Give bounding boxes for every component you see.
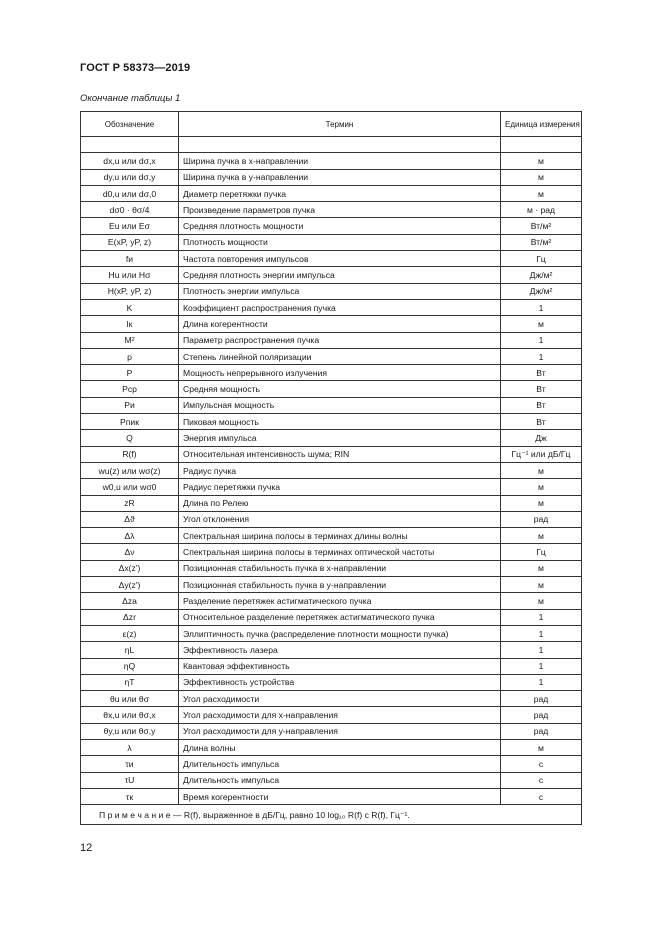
cell-term: Плотность мощности — [179, 234, 501, 250]
cell-unit: м — [501, 479, 582, 495]
cell-unit: м — [501, 739, 582, 755]
column-header-symbol: Обозначение — [81, 112, 179, 137]
cell-term: Средняя плотность энергии импульса — [179, 267, 501, 283]
table-row — [81, 185, 582, 201]
cell-unit: Гц — [501, 544, 582, 560]
cell-symbol: Δzr — [81, 609, 179, 625]
cell-term: Относительное разделение перетяжек астигматического пучка — [179, 609, 501, 625]
cell-unit: Дж — [501, 430, 582, 446]
cell-unit: с — [501, 788, 582, 804]
table-spacer-row — [81, 137, 582, 153]
column-header-unit: Единица измерения — [501, 112, 582, 137]
cell-unit: Вт/м² — [501, 218, 582, 234]
cell-unit: 1 — [501, 348, 582, 364]
cell-term: Диаметр перетяжки пучка — [179, 185, 501, 201]
cell-unit: Вт — [501, 414, 582, 430]
table-row — [81, 348, 582, 364]
cell-term: Длительность импульса — [179, 772, 501, 788]
cell-symbol: dx,u или dσ,x — [81, 153, 179, 169]
cell-term: Угол отклонения — [179, 511, 501, 527]
cell-unit: м — [501, 528, 582, 544]
cell-unit: 1 — [501, 609, 582, 625]
table-row — [81, 462, 582, 478]
table-row — [81, 251, 582, 267]
cell-unit: 1 — [501, 625, 582, 641]
cell-term: Длина по Релею — [179, 495, 501, 511]
cell-unit: Гц — [501, 251, 582, 267]
cell-unit: Вт — [501, 381, 582, 397]
cell-term: Параметр распространения пучка — [179, 332, 501, 348]
cell-term: Длина когерентности — [179, 316, 501, 332]
cell-unit: Вт/м² — [501, 234, 582, 250]
table-row — [81, 332, 582, 348]
cell-term: Угол расходимости — [179, 691, 501, 707]
table-header-row — [81, 112, 582, 137]
cell-term: Пиковая мощность — [179, 414, 501, 430]
cell-term: Импульсная мощность — [179, 397, 501, 413]
cell-term: Энергия импульса — [179, 430, 501, 446]
cell-term: Мощность непрерывного излучения — [179, 365, 501, 381]
cell-unit: 1 — [501, 642, 582, 658]
cell-term: Угол расходимости для x-направления — [179, 707, 501, 723]
table-row — [81, 658, 582, 674]
cell-symbol: Δza — [81, 593, 179, 609]
cell-unit: Дж/м² — [501, 283, 582, 299]
cell-symbol: Δν — [81, 544, 179, 560]
cell-unit: 1 — [501, 658, 582, 674]
cell-symbol: dy,u или dσ,y — [81, 169, 179, 185]
table-row — [81, 316, 582, 332]
cell-symbol: θy,u или θσ,y — [81, 723, 179, 739]
table-row — [81, 723, 582, 739]
table-row — [81, 202, 582, 218]
cell-term: Частота повторения импульсов — [179, 251, 501, 267]
table-row — [81, 479, 582, 495]
cell-term: Время когерентности — [179, 788, 501, 804]
cell-symbol: Δy(z') — [81, 577, 179, 593]
table-row — [81, 169, 582, 185]
cell-unit: м — [501, 153, 582, 169]
cell-symbol: P — [81, 365, 179, 381]
cell-symbol: Pср — [81, 381, 179, 397]
table-row — [81, 446, 582, 462]
cell-term: Угол расходимости для y-направления — [179, 723, 501, 739]
cell-unit: рад — [501, 723, 582, 739]
cell-unit: 1 — [501, 332, 582, 348]
table-row — [81, 153, 582, 169]
table-row — [81, 430, 582, 446]
cell-term: Ширина пучка в x-направлении — [179, 153, 501, 169]
cell-unit: м — [501, 169, 582, 185]
cell-unit: рад — [501, 707, 582, 723]
cell-term: Радиус пучка — [179, 462, 501, 478]
terms-table — [80, 111, 582, 825]
table-row — [81, 756, 582, 772]
cell-symbol: lк — [81, 316, 179, 332]
cell-term: Произведение параметров пучка — [179, 202, 501, 218]
cell-symbol: R(f) — [81, 446, 179, 462]
table-row — [81, 414, 582, 430]
table-row — [81, 365, 582, 381]
cell-term: Относительная интенсивность шума; RIN — [179, 446, 501, 462]
cell-symbol: τU — [81, 772, 179, 788]
cell-term: Длительность импульса — [179, 756, 501, 772]
cell-unit: м — [501, 462, 582, 478]
cell-unit: Дж/м² — [501, 267, 582, 283]
cell-unit: 1 — [501, 299, 582, 315]
document-header: ГОСТ Р 58373—2019 — [80, 62, 191, 74]
table-caption: Окончание таблицы 1 — [80, 93, 181, 104]
table-row — [81, 788, 582, 804]
cell-unit: с — [501, 756, 582, 772]
cell-term: Позиционная стабильность пучка в y-направлении — [179, 577, 501, 593]
cell-symbol: Δλ — [81, 528, 179, 544]
table-row — [81, 397, 582, 413]
cell-term: Эффективность лазера — [179, 642, 501, 658]
cell-symbol: E(xP, yP, z) — [81, 234, 179, 250]
cell-unit: рад — [501, 511, 582, 527]
table-row — [81, 560, 582, 576]
cell-term: Эллиптичность пучка (распределение плотности мощности пучка) — [179, 625, 501, 641]
cell-term: Коэффициент распространения пучка — [179, 299, 501, 315]
cell-symbol: ηT — [81, 674, 179, 690]
cell-symbol: Pпик — [81, 414, 179, 430]
table-row — [81, 267, 582, 283]
column-header-term: Термин — [179, 112, 501, 137]
cell-symbol: τк — [81, 788, 179, 804]
table-note-row — [81, 805, 582, 825]
cell-unit: рад — [501, 691, 582, 707]
cell-term: Степень линейной поляризации — [179, 348, 501, 364]
cell-symbol: λ — [81, 739, 179, 755]
table-row — [81, 495, 582, 511]
cell-unit: Гц⁻¹ или дБ/Гц — [501, 446, 582, 462]
table-row — [81, 283, 582, 299]
cell-term: Квантовая эффективность — [179, 658, 501, 674]
cell-unit: Вт — [501, 397, 582, 413]
cell-symbol: Pи — [81, 397, 179, 413]
cell-symbol: θx,u или θσ,x — [81, 707, 179, 723]
cell-unit: м — [501, 495, 582, 511]
table-row — [81, 593, 582, 609]
table-row — [81, 772, 582, 788]
cell-symbol: d0,u или dσ,0 — [81, 185, 179, 201]
cell-symbol: ε(z) — [81, 625, 179, 641]
cell-term: Позиционная стабильность пучка в x-направлении — [179, 560, 501, 576]
cell-symbol: H(xP, yP, z) — [81, 283, 179, 299]
cell-term: Эффективность устройства — [179, 674, 501, 690]
cell-unit: м — [501, 593, 582, 609]
cell-unit: Вт — [501, 365, 582, 381]
table-row — [81, 299, 582, 315]
table-row — [81, 707, 582, 723]
table-note: П р и м е ч а н и е — R(f), выраженное в дБ/Гц, равно 10 log₁₀ R(f) с R(f), Гц⁻¹. — [81, 805, 582, 825]
cell-unit: 1 — [501, 674, 582, 690]
page-number: 12 — [80, 842, 93, 854]
cell-symbol: Q — [81, 430, 179, 446]
cell-term: Плотность энергии импульса — [179, 283, 501, 299]
cell-symbol: τи — [81, 756, 179, 772]
cell-term: Радиус перетяжки пучка — [179, 479, 501, 495]
cell-unit: м · рад — [501, 202, 582, 218]
table-row — [81, 674, 582, 690]
cell-symbol: wu(z) или wσ(z) — [81, 462, 179, 478]
cell-symbol: w0,u или wσ0 — [81, 479, 179, 495]
cell-term: Средняя плотность мощности — [179, 218, 501, 234]
cell-unit: м — [501, 316, 582, 332]
cell-symbol: M² — [81, 332, 179, 348]
cell-term: Ширина пучка в y-направлении — [179, 169, 501, 185]
table-row — [81, 739, 582, 755]
cell-symbol: K — [81, 299, 179, 315]
table-row — [81, 642, 582, 658]
cell-symbol: Δϑ — [81, 511, 179, 527]
table-row — [81, 544, 582, 560]
cell-symbol: ηQ — [81, 658, 179, 674]
cell-symbol: Hu или Hσ — [81, 267, 179, 283]
cell-symbol: ηL — [81, 642, 179, 658]
table-row — [81, 528, 582, 544]
cell-unit: м — [501, 577, 582, 593]
cell-symbol: fи — [81, 251, 179, 267]
cell-term: Длина волны — [179, 739, 501, 755]
cell-symbol: θu или θσ — [81, 691, 179, 707]
cell-symbol: Eu или Eσ — [81, 218, 179, 234]
cell-symbol: dσ0 · θσ/4 — [81, 202, 179, 218]
cell-symbol: p — [81, 348, 179, 364]
cell-unit: м — [501, 185, 582, 201]
cell-term: Средняя мощность — [179, 381, 501, 397]
cell-symbol: zR — [81, 495, 179, 511]
table-row — [81, 691, 582, 707]
cell-term: Разделение перетяжек астигматического пучка — [179, 593, 501, 609]
table-row — [81, 511, 582, 527]
cell-term: Спектральная ширина полосы в терминах длины волны — [179, 528, 501, 544]
table-body — [81, 137, 582, 805]
table-row — [81, 218, 582, 234]
cell-symbol: Δx(z') — [81, 560, 179, 576]
table-row — [81, 577, 582, 593]
table-row — [81, 234, 582, 250]
cell-unit: с — [501, 772, 582, 788]
table-row — [81, 381, 582, 397]
cell-unit: м — [501, 560, 582, 576]
cell-term: Спектральная ширина полосы в терминах оптической частоты — [179, 544, 501, 560]
table-row — [81, 609, 582, 625]
table-row — [81, 625, 582, 641]
